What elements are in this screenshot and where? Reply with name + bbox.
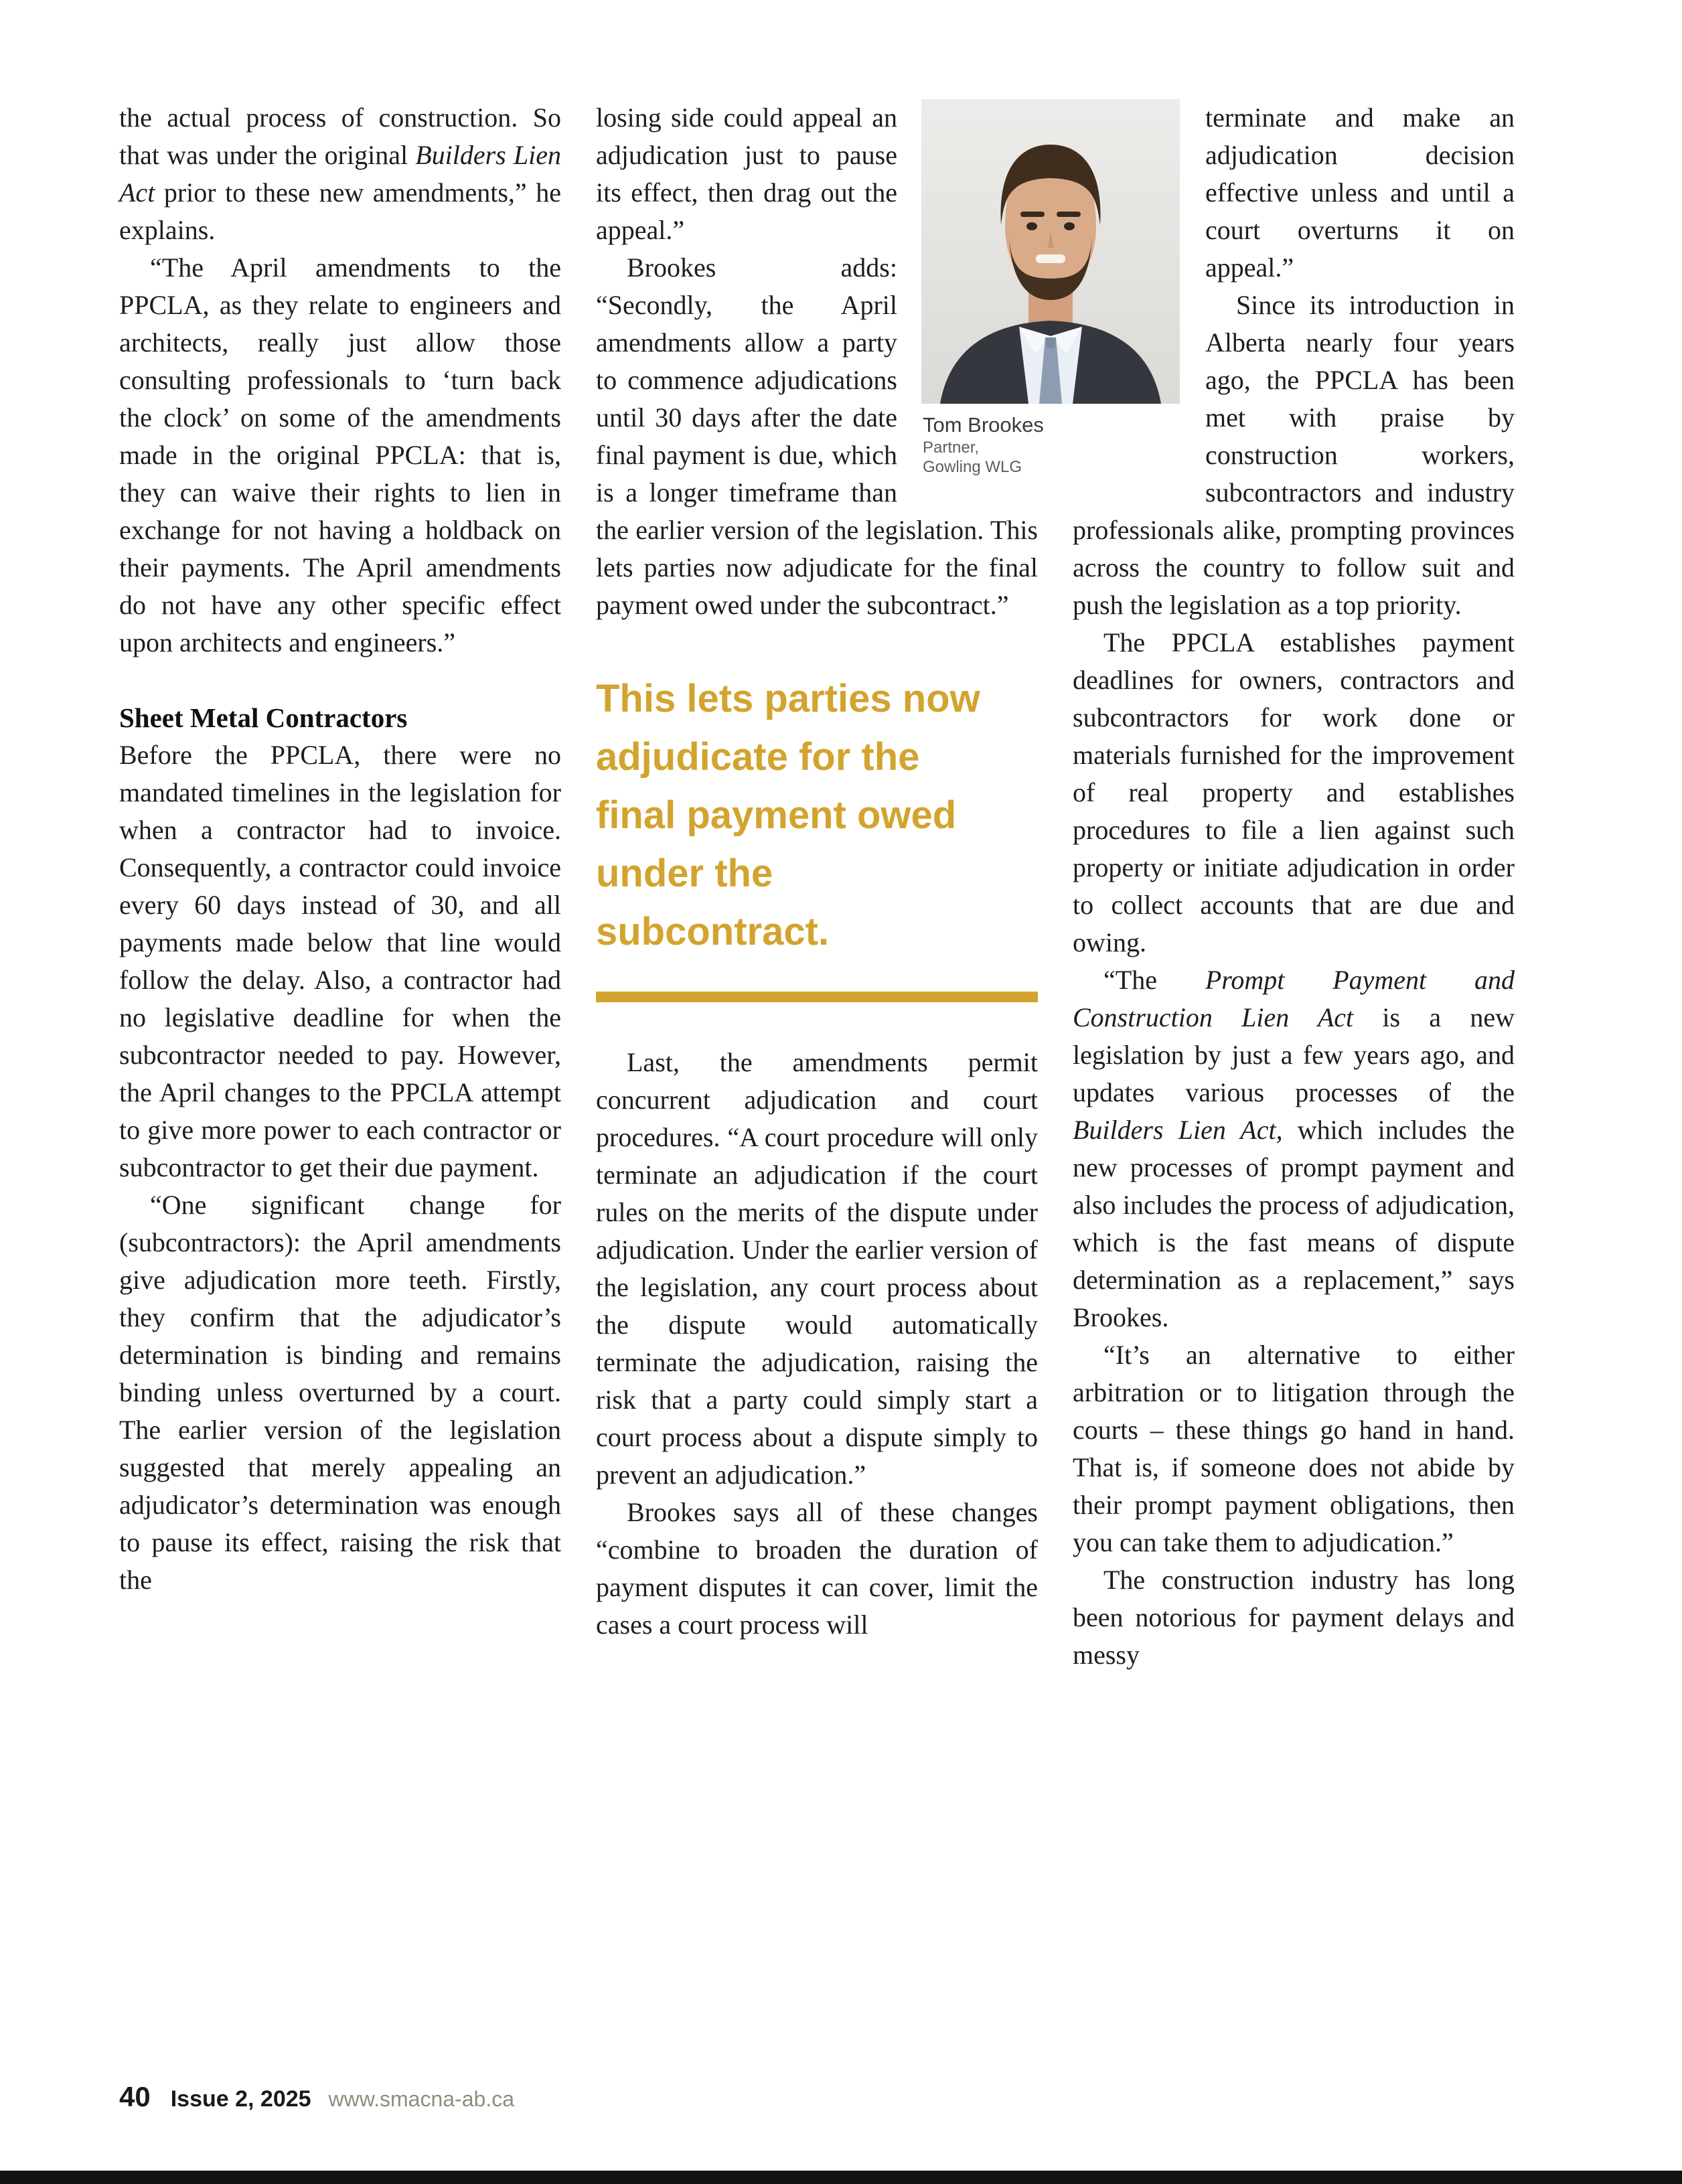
- caption-organization: Gowling WLG: [923, 458, 1022, 476]
- photo-caption: [923, 412, 1177, 477]
- body-text: “The April amendments to the PPCLA, as they relate to engineers and architects, really just allow those consulting professionals to ‘turn back the clock’ on some of the amendments made in the original PPCLA: that is, they can waive their rights to lien in exchange for not having a holdback on their payments. The April amendments do not have any other specific effect upon architects and engineers.”: [119, 252, 561, 657]
- gold-divider-rule: [596, 992, 1038, 1002]
- paragraph: [1073, 624, 1515, 961]
- paragraph: [1073, 1336, 1515, 1561]
- body-text: Since its introduction in Alberta nearly four years ago, the PPCLA has been met with praise by construction workers, subcontractors and industry professionals alike, prompting provinces across the country to follow suit and push the legislation as a top priority.: [1073, 290, 1515, 620]
- italic-text: Builders Lien Act: [119, 140, 561, 208]
- caption-name: Tom Brookes: [923, 413, 1044, 437]
- body-text: “The: [1103, 965, 1205, 995]
- caption-role: Partner,: [923, 439, 980, 457]
- paragraph: [596, 1494, 1038, 1644]
- body-text: The PPCLA establishes payment deadlines for owners, contractors and subcontractors for work done or materials furnished for the improvement of real property and establishes procedures to file a lien against such property or initiate adjudication in order to collect accounts that are due and owing.: [1073, 627, 1515, 957]
- paragraph: [596, 1044, 1038, 1494]
- column-1-text: [119, 99, 561, 1599]
- body-text: which includes the new processes of prompt payment and also includes the process of adjudication, which is the fast means of dispute determination as a replacement,” says Brookes.: [1073, 1115, 1515, 1332]
- paragraph: [119, 736, 561, 1186]
- body-text: “It’s an alternative to either arbitration or to litigation through the courts – these things go hand in hand. That is, if someone does not abide by their prompt payment obligations, then you can take them to adjudication.”: [1073, 1340, 1515, 1557]
- column-1: [119, 99, 561, 1674]
- page-footer: [119, 2081, 1515, 2113]
- footer-website-url: www.smacna-ab.ca: [328, 2087, 514, 2111]
- article-body: [119, 99, 1515, 1674]
- body-text: terminate and make an adjudication decision effective unless and until a court overturns it on appeal.”: [1205, 102, 1515, 283]
- body-text: “One significant change for (subcontractors): the April amendments give adjudication more teeth. Firstly, they confirm that the adjudicator’s determination is binding and remains binding unless overturned by a court. The earlier version of the legislation suggested that merely appealing an adjudicator’s determination was enough to pause its effect, raising the risk that the: [119, 1190, 561, 1595]
- body-text: the actual process of construction. So that was under the original: [119, 102, 561, 170]
- body-text: Brookes says all of these changes “combine to broaden the duration of payment disputes it can cover, limit the cases a court process will: [596, 1497, 1038, 1640]
- pull-quote: This lets parties now adjudicate for the final payment owed under the subcontract.: [596, 677, 980, 953]
- section-heading: Sheet Metal Contractors: [119, 702, 408, 733]
- body-text: losing side could appeal an adjudication just to pause its effect, then drag out the appeal.”: [596, 102, 897, 245]
- body-text: Before the PPCLA, there were no mandated timelines in the legislation for when a contractor had to invoice. Consequently, a contractor could invoice every 60 days instead of 30, and all payments made below that line would follow the delay. Also, a contractor had no legislative deadline for when the subcontractor needed to pay. However, the April changes to the PPCLA attempt to give more power to each contractor or subcontractor to get their due payment.: [119, 740, 561, 1182]
- body-text: is a new legislation by just a few years ago, and updates various processes of the: [1073, 1002, 1515, 1107]
- paragraph: [119, 249, 561, 661]
- paragraph: [1073, 961, 1515, 1336]
- bottom-black-bar: [0, 2171, 1682, 2184]
- body-text: The construction industry has long been notorious for payment delays and messy: [1073, 1565, 1515, 1670]
- portrait-illustration: [921, 99, 1180, 404]
- body-text: Brookes adds: “Secondly, the April amendments allow a party to commence adjudications until 30 days after the date final payment is due, which is a longer timeframe than the earlier version of the legislation. This lets parties now adjudicate for the final payment owed under the subcontract.”: [596, 252, 1038, 620]
- paragraph: [119, 1186, 561, 1599]
- body-text: Last, the amendments permit concurrent adjudication and court procedures. “A court procedure will only terminate an adjudication if the court rules on the merits of the dispute under adjudication. Under the earlier version of the legislation, any court process about the dispute would automatically terminate the adjudication, raising the risk that a party could simply start a court process about a dispute simply to prevent an adjudication.”: [596, 1047, 1038, 1490]
- paragraph: [119, 99, 561, 249]
- italic-text: Builders Lien Act,: [1073, 1115, 1283, 1145]
- footer-issue-label: Issue 2, 2025: [170, 2086, 311, 2112]
- italic-text: Prompt Payment and Construction Lien Act: [1073, 965, 1515, 1032]
- paragraph: [1073, 1561, 1515, 1674]
- body-text: prior to these new amendments,” he explains.: [119, 177, 561, 245]
- tom-brookes-portrait-photo: [921, 99, 1180, 404]
- page-number: 40: [119, 2081, 151, 2112]
